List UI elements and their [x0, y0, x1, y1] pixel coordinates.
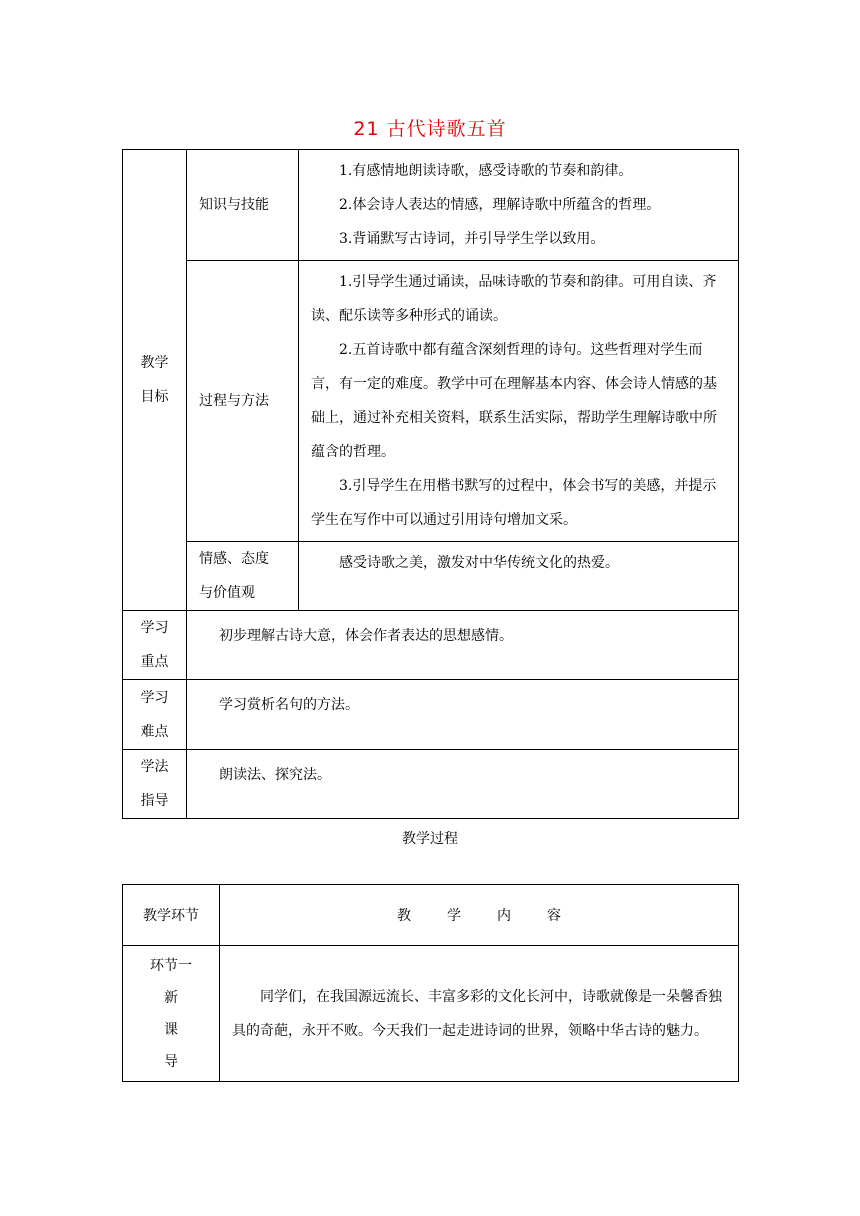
methods-content: 朗读法、探究法。	[187, 750, 739, 819]
list-item: 2.五首诗歌中都有蕴含深刻哲理的诗句。这些哲理对学生而言，有一定的难度。教学中可在理解基本内容、体会诗人情感的基础上，通过补充相关资料，联系生活实际，帮助学生理解诗歌中所蕴含的哲理。	[311, 342, 717, 460]
list-item: 3.引导学生在用楷书默写的过程中，体会书写的美感，并提示学生在写作中可以通过引用诗句增加文采。	[311, 478, 717, 528]
list-item: 1.引导学生通过诵读，品味诗歌的节奏和韵律。可用自读、齐读、配乐读等多种形式的诵读。	[311, 274, 717, 324]
list-item: 2.体会诗人表达的情感，理解诗歌中所蕴含的哲理。	[339, 197, 661, 213]
objectives-table	[122, 149, 739, 819]
table-header-row	[123, 885, 739, 946]
step-header: 教学环节	[123, 885, 220, 946]
table-row	[123, 680, 739, 750]
emotion-label: 情感、态度 与价值观	[187, 542, 299, 611]
process-label: 过程与方法	[187, 261, 299, 542]
key-points-label: 学习 重点	[123, 611, 187, 680]
list-item: 1.有感情地朗读诗歌，感受诗歌的节奏和韵律。	[339, 163, 633, 179]
key-points-content: 初步理解古诗大意，体会作者表达的思想感情。	[187, 611, 739, 680]
table-row	[123, 611, 739, 680]
table-row	[123, 750, 739, 819]
process-table	[122, 884, 739, 1082]
list-item: 3.背诵默写古诗词，并引导学生学以致用。	[339, 231, 605, 247]
page-title: 21 古代诗歌五首	[353, 118, 507, 140]
knowledge-label: 知识与技能	[187, 150, 299, 261]
step-cell: 环节一 新 课 导	[123, 946, 220, 1082]
methods-label: 学法 指导	[123, 750, 187, 819]
table-row	[123, 150, 739, 261]
objectives-label: 教学 目标	[123, 150, 187, 611]
content-header: 教 学 内 容	[220, 885, 739, 946]
difficulties-content: 学习赏析名句的方法。	[187, 680, 739, 750]
knowledge-content	[299, 150, 739, 261]
difficulties-label: 学习 难点	[123, 680, 187, 750]
process-heading: 教学过程	[402, 831, 458, 847]
step-content: 同学们，在我国源远流长、丰富多彩的文化长河中，诗歌就像是一朵馨香独具的奇葩，永开不败。今天我们一起走进诗词的世界，领略中华古诗的魅力。	[220, 946, 739, 1082]
table-row	[123, 542, 739, 611]
emotion-content: 感受诗歌之美，激发对中华传统文化的热爱。	[299, 542, 739, 611]
table-row	[123, 946, 739, 1082]
table-row	[123, 261, 739, 542]
process-content	[299, 261, 739, 542]
